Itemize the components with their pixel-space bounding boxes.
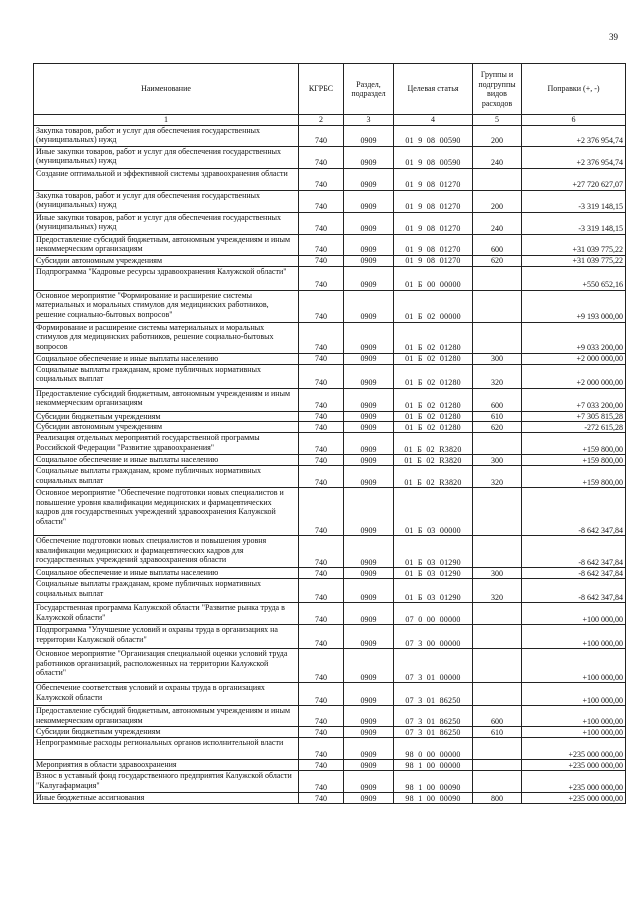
table-row: [34, 433, 626, 455]
row-amendment-amount: +9 193 000,00: [522, 290, 626, 322]
row-section: 0909: [344, 290, 394, 322]
row-target-article: 01 9 08 01270: [394, 234, 473, 255]
table-body: [34, 125, 626, 804]
row-kgrbs: 740: [299, 125, 344, 146]
table-row: [34, 364, 626, 388]
row-kgrbs: 740: [299, 266, 344, 290]
row-target-article: 01 9 08 00590: [394, 125, 473, 146]
row-expense-group: 610: [473, 411, 522, 422]
row-amendment-amount: +2 376 954,74: [522, 146, 626, 168]
row-name: Закупка товаров, работ и услуг для обеспечения государственных (муниципальных) нужд: [34, 125, 299, 146]
row-section: 0909: [344, 266, 394, 290]
budget-amendments-table: [33, 63, 626, 804]
row-kgrbs: 740: [299, 290, 344, 322]
row-expense-group: 600: [473, 234, 522, 255]
row-name: Основное мероприятие "Организация специальной оценки условий труда работников организаций, расположенных на территории Калужской области": [34, 649, 299, 683]
row-target-article: 01 Б 02 01280: [394, 364, 473, 388]
column-number: 3: [344, 115, 394, 126]
row-section: 0909: [344, 125, 394, 146]
row-target-article: 98 0 00 00000: [394, 738, 473, 760]
row-expense-group: [473, 683, 522, 706]
row-expense-group: 320: [473, 579, 522, 603]
row-target-article: 98 1 00 00090: [394, 771, 473, 793]
row-amendment-amount: -8 642 347,84: [522, 536, 626, 568]
row-expense-group: [473, 760, 522, 771]
table-row: [34, 727, 626, 738]
row-amendment-amount: +2 000 000,00: [522, 353, 626, 364]
table-row: [34, 411, 626, 422]
table-row: [34, 536, 626, 568]
row-target-article: 01 Б 02 01280: [394, 322, 473, 353]
row-name: Формирование и расширение системы материальных и моральных стимулов для медицинских работников, решение социально-бытовых вопросов: [34, 322, 299, 353]
header-amendment: Поправки (+, -): [522, 64, 626, 115]
row-kgrbs: 740: [299, 364, 344, 388]
row-expense-group: [473, 168, 522, 190]
table-row: [34, 771, 626, 793]
header-kgrbs: КГРБС: [299, 64, 344, 115]
row-target-article: 98 1 00 00090: [394, 793, 473, 804]
row-expense-group: 800: [473, 793, 522, 804]
table-row: [34, 388, 626, 411]
row-expense-group: [473, 266, 522, 290]
row-section: 0909: [344, 760, 394, 771]
row-name: Создание оптимальной и эффективной системы здравоохранения области: [34, 168, 299, 190]
page-number: 39: [609, 32, 618, 42]
row-section: 0909: [344, 706, 394, 727]
row-target-article: 01 9 08 00590: [394, 146, 473, 168]
row-amendment-amount: +31 039 775,22: [522, 234, 626, 255]
row-expense-group: [473, 322, 522, 353]
row-name: Социальное обеспечение и иные выплаты населению: [34, 568, 299, 579]
row-amendment-amount: +7 305 815,28: [522, 411, 626, 422]
row-kgrbs: 740: [299, 536, 344, 568]
header-expense-group: Группы и подгруппы видов расходов: [473, 64, 522, 115]
row-kgrbs: 740: [299, 579, 344, 603]
row-target-article: 01 Б 03 00000: [394, 488, 473, 536]
row-name: Обеспечение подготовки новых специалистов и повышения уровня квалификации медицинских и фармацевтических кадров для государственных учреждений здравоохранения области: [34, 536, 299, 568]
row-target-article: 01 Б 03 01290: [394, 568, 473, 579]
row-kgrbs: 740: [299, 738, 344, 760]
row-section: 0909: [344, 455, 394, 466]
row-target-article: 01 Б 03 01290: [394, 579, 473, 603]
row-target-article: 01 Б 02 01280: [394, 411, 473, 422]
row-name: Социальное обеспечение и иные выплаты населению: [34, 455, 299, 466]
row-section: 0909: [344, 190, 394, 212]
row-kgrbs: 740: [299, 212, 344, 234]
header-section: Раздел, подраздел: [344, 64, 394, 115]
row-section: 0909: [344, 353, 394, 364]
row-name: Подпрограмма "Улучшение условий и охраны труда в организациях на территории Калужской области": [34, 625, 299, 649]
table-row: [34, 255, 626, 266]
row-amendment-amount: +100 000,00: [522, 603, 626, 625]
table-row: [34, 488, 626, 536]
row-section: 0909: [344, 364, 394, 388]
row-section: 0909: [344, 649, 394, 683]
row-kgrbs: 740: [299, 322, 344, 353]
row-kgrbs: 740: [299, 455, 344, 466]
row-amendment-amount: -8 642 347,84: [522, 488, 626, 536]
header-name: Наименование: [34, 64, 299, 115]
table-row: [34, 603, 626, 625]
table-row: [34, 190, 626, 212]
table-row: [34, 125, 626, 146]
row-kgrbs: 740: [299, 488, 344, 536]
row-section: 0909: [344, 579, 394, 603]
row-amendment-amount: +100 000,00: [522, 625, 626, 649]
row-amendment-amount: +235 000 000,00: [522, 738, 626, 760]
column-number: 4: [394, 115, 473, 126]
row-target-article: 98 1 00 00000: [394, 760, 473, 771]
row-target-article: 01 9 08 01270: [394, 190, 473, 212]
column-number: 5: [473, 115, 522, 126]
row-name: Мероприятия в области здравоохранения: [34, 760, 299, 771]
row-target-article: 01 Б 03 01290: [394, 536, 473, 568]
table-row: [34, 579, 626, 603]
row-section: 0909: [344, 603, 394, 625]
row-target-article: 07 3 00 00000: [394, 625, 473, 649]
table-row: [34, 466, 626, 488]
row-amendment-amount: +9 033 200,00: [522, 322, 626, 353]
row-amendment-amount: +159 800,00: [522, 433, 626, 455]
row-name: Взнос в уставный фонд государственного предприятия Калужской области "Калугафармация": [34, 771, 299, 793]
row-name: Основное мероприятие "Формирование и расширение системы материальных и моральных стимулов для медицинских работников, решение социально-бытовых вопросов": [34, 290, 299, 322]
table-row: [34, 212, 626, 234]
row-target-article: 01 Б 00 00000: [394, 266, 473, 290]
row-kgrbs: 740: [299, 190, 344, 212]
table-row: [34, 625, 626, 649]
row-kgrbs: 740: [299, 466, 344, 488]
row-expense-group: 610: [473, 727, 522, 738]
row-amendment-amount: -3 319 148,15: [522, 212, 626, 234]
row-target-article: 01 Б 02 01280: [394, 353, 473, 364]
row-kgrbs: 740: [299, 727, 344, 738]
row-kgrbs: 740: [299, 625, 344, 649]
row-expense-group: 300: [473, 568, 522, 579]
table-row: [34, 455, 626, 466]
row-target-article: 01 Б 02 R3820: [394, 466, 473, 488]
table-row: [34, 793, 626, 804]
row-section: 0909: [344, 727, 394, 738]
row-expense-group: 600: [473, 706, 522, 727]
row-section: 0909: [344, 146, 394, 168]
row-amendment-amount: +550 652,16: [522, 266, 626, 290]
row-amendment-amount: -8 642 347,84: [522, 568, 626, 579]
row-amendment-amount: +235 000 000,00: [522, 760, 626, 771]
row-name: Обеспечение соответствия условий и охраны труда в организациях Калужской области: [34, 683, 299, 706]
row-section: 0909: [344, 411, 394, 422]
row-section: 0909: [344, 488, 394, 536]
row-kgrbs: 740: [299, 422, 344, 433]
table-row: [34, 322, 626, 353]
row-name: Социальные выплаты гражданам, кроме публичных нормативных социальных выплат: [34, 579, 299, 603]
row-kgrbs: 740: [299, 234, 344, 255]
row-name: Предоставление субсидий бюджетным, автономным учреждениям и иным некоммерческим организациям: [34, 234, 299, 255]
row-section: 0909: [344, 168, 394, 190]
row-expense-group: 620: [473, 255, 522, 266]
row-kgrbs: 740: [299, 649, 344, 683]
row-section: 0909: [344, 625, 394, 649]
row-name: Государственная программа Калужской области "Развитие рынка труда в Калужской области": [34, 603, 299, 625]
row-kgrbs: 740: [299, 388, 344, 411]
row-target-article: 01 Б 02 01280: [394, 422, 473, 433]
row-name: Социальное обеспечение и иные выплаты населению: [34, 353, 299, 364]
row-amendment-amount: +2 376 954,74: [522, 125, 626, 146]
table-row: [34, 683, 626, 706]
table-row: [34, 706, 626, 727]
row-expense-group: [473, 433, 522, 455]
row-target-article: 07 3 01 00000: [394, 649, 473, 683]
row-expense-group: 600: [473, 388, 522, 411]
row-expense-group: [473, 771, 522, 793]
row-kgrbs: 740: [299, 411, 344, 422]
row-section: 0909: [344, 422, 394, 433]
row-expense-group: 320: [473, 364, 522, 388]
column-number: 6: [522, 115, 626, 126]
row-amendment-amount: -8 642 347,84: [522, 579, 626, 603]
row-target-article: 07 0 00 00000: [394, 603, 473, 625]
row-target-article: 01 9 08 01270: [394, 168, 473, 190]
row-target-article: 01 Б 02 R3820: [394, 455, 473, 466]
row-amendment-amount: +27 720 627,07: [522, 168, 626, 190]
column-number-row: [34, 115, 626, 126]
row-expense-group: 240: [473, 146, 522, 168]
row-section: 0909: [344, 255, 394, 266]
row-kgrbs: 740: [299, 353, 344, 364]
row-expense-group: [473, 603, 522, 625]
header-target-article: Целевая статья: [394, 64, 473, 115]
row-section: 0909: [344, 738, 394, 760]
row-amendment-amount: +100 000,00: [522, 706, 626, 727]
table-row: [34, 353, 626, 364]
row-target-article: 07 3 01 86250: [394, 706, 473, 727]
row-kgrbs: 740: [299, 568, 344, 579]
row-expense-group: 320: [473, 466, 522, 488]
row-name: Иные бюджетные ассигнования: [34, 793, 299, 804]
row-name: Предоставление субсидий бюджетным, автономным учреждениям и иным некоммерческим организациям: [34, 706, 299, 727]
row-name: Субсидии автономным учреждениям: [34, 255, 299, 266]
row-kgrbs: 740: [299, 793, 344, 804]
row-expense-group: 200: [473, 125, 522, 146]
row-name: Иные закупки товаров, работ и услуг для обеспечения государственных (муниципальных) нужд: [34, 146, 299, 168]
row-name: Подпрограмма "Кадровые ресурсы здравоохранения Калужской области": [34, 266, 299, 290]
row-target-article: 01 Б 02 R3820: [394, 433, 473, 455]
row-amendment-amount: +31 039 775,22: [522, 255, 626, 266]
row-section: 0909: [344, 683, 394, 706]
row-target-article: 01 Б 02 01280: [394, 388, 473, 411]
row-kgrbs: 740: [299, 771, 344, 793]
row-expense-group: [473, 290, 522, 322]
row-amendment-amount: +235 000 000,00: [522, 793, 626, 804]
row-amendment-amount: +100 000,00: [522, 727, 626, 738]
row-amendment-amount: +159 800,00: [522, 455, 626, 466]
row-target-article: 01 9 08 01270: [394, 212, 473, 234]
table-row: [34, 422, 626, 433]
row-expense-group: 240: [473, 212, 522, 234]
row-kgrbs: 740: [299, 168, 344, 190]
row-expense-group: 200: [473, 190, 522, 212]
table-row: [34, 568, 626, 579]
row-target-article: 01 9 08 01270: [394, 255, 473, 266]
row-name: Предоставление субсидий бюджетным, автономным учреждениям и иным некоммерческим организациям: [34, 388, 299, 411]
row-expense-group: 620: [473, 422, 522, 433]
row-kgrbs: 740: [299, 255, 344, 266]
row-section: 0909: [344, 536, 394, 568]
row-expense-group: 300: [473, 353, 522, 364]
table-row: [34, 649, 626, 683]
row-expense-group: [473, 488, 522, 536]
table-row: [34, 234, 626, 255]
row-section: 0909: [344, 433, 394, 455]
row-expense-group: [473, 649, 522, 683]
row-amendment-amount: +100 000,00: [522, 683, 626, 706]
row-section: 0909: [344, 322, 394, 353]
column-number: 2: [299, 115, 344, 126]
row-amendment-amount: +100 000,00: [522, 649, 626, 683]
row-section: 0909: [344, 568, 394, 579]
row-kgrbs: 740: [299, 146, 344, 168]
row-kgrbs: 740: [299, 603, 344, 625]
row-name: Основное мероприятие "Обеспечение подготовки новых специалистов и повышение уровня квалификации медицинских и фармацевтических кадров для государственных учреждений здравоохранения Калужской области": [34, 488, 299, 536]
row-name: Иные закупки товаров, работ и услуг для обеспечения государственных (муниципальных) нужд: [34, 212, 299, 234]
header-row: [34, 64, 626, 115]
table-row: [34, 168, 626, 190]
row-kgrbs: 740: [299, 433, 344, 455]
row-amendment-amount: +2 000 000,00: [522, 364, 626, 388]
row-expense-group: [473, 738, 522, 760]
row-amendment-amount: -272 615,28: [522, 422, 626, 433]
row-target-article: 07 3 01 86250: [394, 683, 473, 706]
row-target-article: 07 3 01 86250: [394, 727, 473, 738]
row-kgrbs: 740: [299, 706, 344, 727]
row-expense-group: [473, 625, 522, 649]
row-kgrbs: 740: [299, 760, 344, 771]
row-kgrbs: 740: [299, 683, 344, 706]
row-section: 0909: [344, 212, 394, 234]
row-amendment-amount: +159 800,00: [522, 466, 626, 488]
row-name: Реализация отдельных мероприятий государственной программы Российской Федерации "Развитие здравоохранения": [34, 433, 299, 455]
row-name: Непрограммные расходы региональных органов исполнительной власти: [34, 738, 299, 760]
row-name: Субсидии бюджетным учреждениям: [34, 727, 299, 738]
row-name: Субсидии бюджетным учреждениям: [34, 411, 299, 422]
row-expense-group: [473, 536, 522, 568]
row-name: Социальные выплаты гражданам, кроме публичных нормативных социальных выплат: [34, 364, 299, 388]
row-section: 0909: [344, 234, 394, 255]
row-amendment-amount: -3 319 148,15: [522, 190, 626, 212]
row-section: 0909: [344, 388, 394, 411]
row-section: 0909: [344, 771, 394, 793]
row-amendment-amount: +235 000 000,00: [522, 771, 626, 793]
row-name: Социальные выплаты гражданам, кроме публичных нормативных социальных выплат: [34, 466, 299, 488]
table-row: [34, 290, 626, 322]
table-row: [34, 266, 626, 290]
column-number: 1: [34, 115, 299, 126]
table-row: [34, 146, 626, 168]
table-row: [34, 738, 626, 760]
row-target-article: 01 Б 02 00000: [394, 290, 473, 322]
row-name: Закупка товаров, работ и услуг для обеспечения государственных (муниципальных) нужд: [34, 190, 299, 212]
row-section: 0909: [344, 793, 394, 804]
row-name: Субсидии автономным учреждениям: [34, 422, 299, 433]
table-row: [34, 760, 626, 771]
row-expense-group: 300: [473, 455, 522, 466]
row-section: 0909: [344, 466, 394, 488]
row-amendment-amount: +7 033 200,00: [522, 388, 626, 411]
